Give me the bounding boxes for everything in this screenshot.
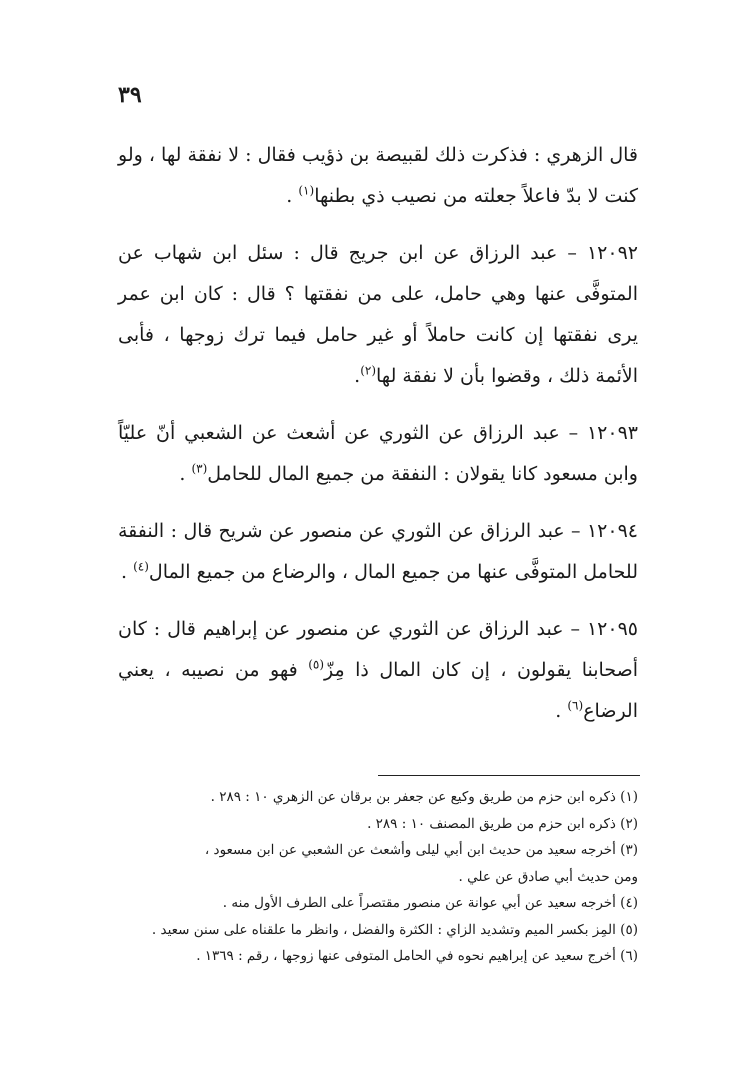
paragraph-tail: . — [555, 700, 568, 722]
paragraph-12093 — [118, 413, 638, 495]
footnote-ref: (٦) — [567, 698, 584, 713]
paragraph-text: ١٢٠٩٣ – عبد الرزاق عن الثوري عن أشعث عن الشعبي أنّ عليّاً وابن مسعود كانا يقولان : النفقة من جميع المال للحامل — [118, 422, 638, 485]
paragraph-12092 — [118, 233, 638, 397]
paragraph-tail: فهو من نصيبه ، يعني الرضاع — [118, 659, 638, 722]
page-number: ٣٩ — [118, 82, 142, 108]
paragraph-1 — [118, 135, 638, 217]
paragraph-tail: . — [286, 185, 299, 207]
paragraph-tail: . — [354, 365, 361, 387]
footnote-1: (١) ذكره ابن حزم من طريق وكيع عن جعفر بن برقان عن الزهري ١٠ : ٢٨٩ . — [210, 789, 638, 805]
footnote-3-continuation: ومن حديث أبي صادق عن علي . — [458, 868, 638, 885]
footnote-ref: (٥) — [308, 657, 325, 672]
paragraph-text: قال الزهري : فذكرت ذلك لقبيصة بن ذؤيب فقال : لا نفقة لها ، ولو كنت لا بدّ فاعلاً جعلته من نصيب ذي بطنها — [118, 144, 638, 207]
footnote-6: (٦) أخرج سعيد عن إبراهيم نحوه في الحامل المتوفى عنها زوجها ، رقم : ١٣٦٩ . — [196, 948, 638, 964]
main-text — [118, 135, 638, 748]
paragraph-12095 — [118, 609, 638, 732]
footnote-divider — [378, 775, 640, 776]
paragraph-tail: . — [179, 463, 192, 485]
footnote-ref: (٤) — [133, 559, 149, 574]
footnote-4: (٤) أخرجه سعيد عن أبي عوانة عن منصور مقتصراً على الطرف الأول منه . — [222, 895, 638, 911]
footnote-3: (٣) أخرجه سعيد من حديث ابن أبي ليلى وأشعث عن الشعبي عن ابن مسعود ، — [204, 842, 638, 858]
footnote-5: (٥) المِز بكسر الميم وتشديد الزاي : الكثرة والفضل ، وانظر ما علقناه على سنن سعيد . — [151, 921, 638, 938]
paragraph-text: ١٢٠٩٢ – عبد الرزاق عن ابن جريج قال : سئل ابن شهاب عن المتوفَّى عنها وهي حامل، على من نفقتها ؟ قال : كان ابن عمر يرى نفقتها إن كانت حاملاً أو غير حامل فيما ترك زوجها ، فأبى الأئمة ذلك ، وقضوا بأن لا نفقة لها — [118, 242, 638, 387]
footnote-ref: (٢) — [360, 363, 377, 378]
paragraph-text: ١٢٠٩٥ – عبد الرزاق عن الثوري عن منصور عن إبراهيم قال : كان أصحابنا يقولون ، إن كان المال ذا مِزّ — [118, 618, 638, 681]
footnote-ref: (١) — [298, 183, 315, 198]
footnote-2: (٢) ذكره ابن حزم من طريق المصنف ١٠ : ٢٨٩ . — [367, 815, 638, 832]
paragraph-tail: . — [121, 561, 134, 583]
paragraph-text: ١٢٠٩٤ – عبد الرزاق عن الثوري عن منصور عن شريح قال : النفقة للحامل المتوفَّى عنها من جميع المال ، والرضاع من جميع المال — [118, 520, 638, 583]
footnotes — [108, 784, 638, 970]
footnote-ref: (٣) — [191, 461, 208, 476]
paragraph-12094 — [118, 511, 638, 593]
